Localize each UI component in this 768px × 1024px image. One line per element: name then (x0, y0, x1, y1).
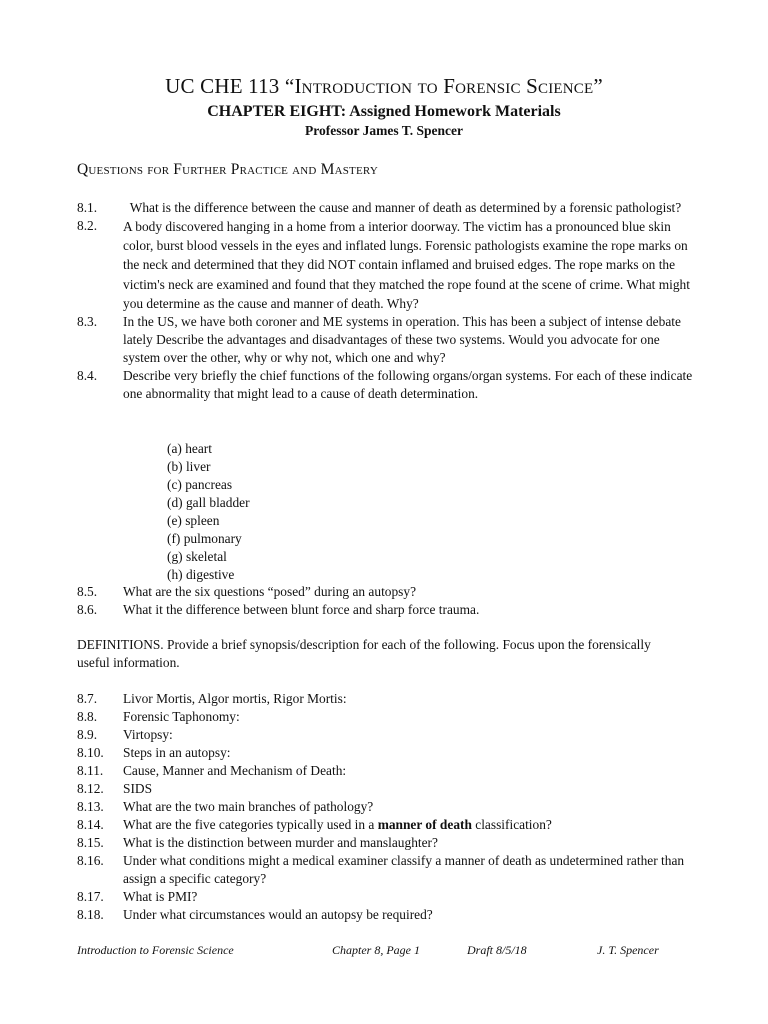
list-item (77, 762, 697, 780)
title-prefix: UC CHE 113 “ (165, 74, 295, 98)
list-item (77, 906, 697, 924)
item-text: A body discovered hanging in a home from a interior doorway. The victim has a pronounced blue skin color, burst blood vessels in the eyes and inflated lungs. Forensic pathologists examine the rope marks on the neck and determined that they did NOT contain inflamed and bruised edges. The rope marks on the victim's neck are examined and found that they matched the rope found at the scene of crime. What might you determine as the cause and manner of death. Why? (123, 219, 690, 311)
item-text: Describe very briefly the chief functions of the following organs/organ systems. For each of these indicate one abnormality that might lead to a cause of death determination. (123, 368, 693, 402)
item-number: 8.4. (77, 368, 98, 384)
footer-author: J. T. Spencer (597, 943, 659, 957)
item-number: 8.18. (77, 907, 104, 922)
item-text: What is the difference between the cause and manner of death as determined by a forensic pathologist? (123, 200, 682, 215)
item-text: Cause, Manner and Mechanism of Death: (123, 763, 347, 778)
organ-item: (a) heart (167, 441, 212, 456)
professor-name: Professor James T. Spencer (305, 123, 463, 138)
item-number: 8.3. (77, 314, 98, 330)
list-item (77, 834, 697, 852)
organ-item: (e) spleen (167, 513, 220, 528)
item-text: What are the two main branches of pathology? (123, 799, 374, 814)
organ-list (77, 440, 697, 584)
item-text: Steps in an autopsy: (123, 745, 231, 760)
item-text: What it the difference between blunt force and sharp force trauma. (123, 602, 480, 617)
organ-item: (h) digestive (167, 567, 235, 582)
list-item (77, 217, 697, 313)
item-number: 8.6. (77, 602, 98, 617)
item-text-part: classification? (471, 817, 552, 832)
item-text: What is the distinction between murder and manslaughter? (123, 835, 438, 850)
list-item (77, 852, 697, 888)
question-list (77, 199, 697, 403)
item-text: SIDS (123, 781, 153, 796)
item-number: 8.1. (77, 200, 98, 215)
footer-chapter-page: Chapter 8, Page 1 (332, 943, 420, 957)
item-number: 8.14. (77, 817, 104, 832)
title-suffix: ” (593, 74, 603, 98)
item-number: 8.12. (77, 781, 104, 796)
list-item (77, 780, 697, 798)
list-item (77, 798, 697, 816)
item-text-part: What are the five categories typically used in a (123, 817, 378, 832)
footer-course: Introduction to Forensic Science (77, 943, 234, 957)
question-list-2 (77, 583, 697, 619)
item-text: Under what conditions might a medical examiner classify a manner of death as undetermined rather than assign a specific category? (123, 853, 685, 886)
organ-item: (f) pulmonary (167, 531, 242, 546)
item-text: What is PMI? (123, 889, 198, 904)
definitions-intro: DEFINITIONS. Provide a brief synopsis/description for each of the following. Focus upon the forensically useful information. (77, 637, 651, 670)
item-text: Livor Mortis, Algor mortis, Rigor Mortis: (123, 691, 347, 706)
item-text: Under what circumstances would an autopsy be required? (123, 907, 433, 922)
organ-item: (c) pancreas (167, 477, 233, 492)
list-item (77, 601, 697, 619)
item-number: 8.8. (77, 709, 98, 724)
item-text: In the US, we have both coroner and ME systems in operation. This has been a subject of intense debate lately Describe the advantages and disadvantages of these two systems. Would you advocate for one system over the other, why or why not, which one and why? (123, 314, 681, 366)
item-number: 8.2. (77, 218, 98, 233)
item-number: 8.11. (77, 763, 104, 778)
item-text (123, 816, 697, 834)
organ-item: (d) gall bladder (167, 495, 250, 510)
item-number: 8.17. (77, 889, 104, 904)
document-subtitle: CHAPTER EIGHT: Assigned Homework Materials (207, 103, 561, 120)
item-number: 8.15. (77, 835, 104, 850)
item-number: 8.9. (77, 727, 98, 742)
list-item (77, 313, 697, 367)
list-item (77, 744, 697, 762)
list-item (77, 816, 697, 834)
section-heading: Questions for Further Practice and Mastery (77, 161, 378, 178)
list-item (77, 199, 697, 217)
item-text: What are the six questions “posed” during an autopsy? (123, 584, 417, 599)
list-item (77, 690, 697, 708)
item-number: 8.16. (77, 853, 104, 868)
item-number: 8.13. (77, 799, 104, 814)
list-item (77, 726, 697, 744)
item-text-bold: manner of death (377, 817, 472, 832)
item-text: Virtopsy: (123, 727, 173, 742)
document-title (0, 74, 768, 99)
definitions-list (77, 690, 697, 924)
organ-item: (g) skeletal (167, 549, 227, 564)
footer-draft: Draft 8/5/18 (467, 943, 527, 957)
organ-item: (b) liver (167, 459, 211, 474)
item-number: 8.7. (77, 691, 98, 706)
item-text: Forensic Taphonomy: (123, 709, 240, 724)
list-item (77, 367, 697, 403)
item-number: 8.10. (77, 745, 104, 760)
title-main: Introduction to Forensic Science (294, 74, 594, 98)
list-item (77, 888, 697, 906)
list-item (77, 583, 697, 601)
list-item (77, 708, 697, 726)
item-number: 8.5. (77, 584, 98, 599)
